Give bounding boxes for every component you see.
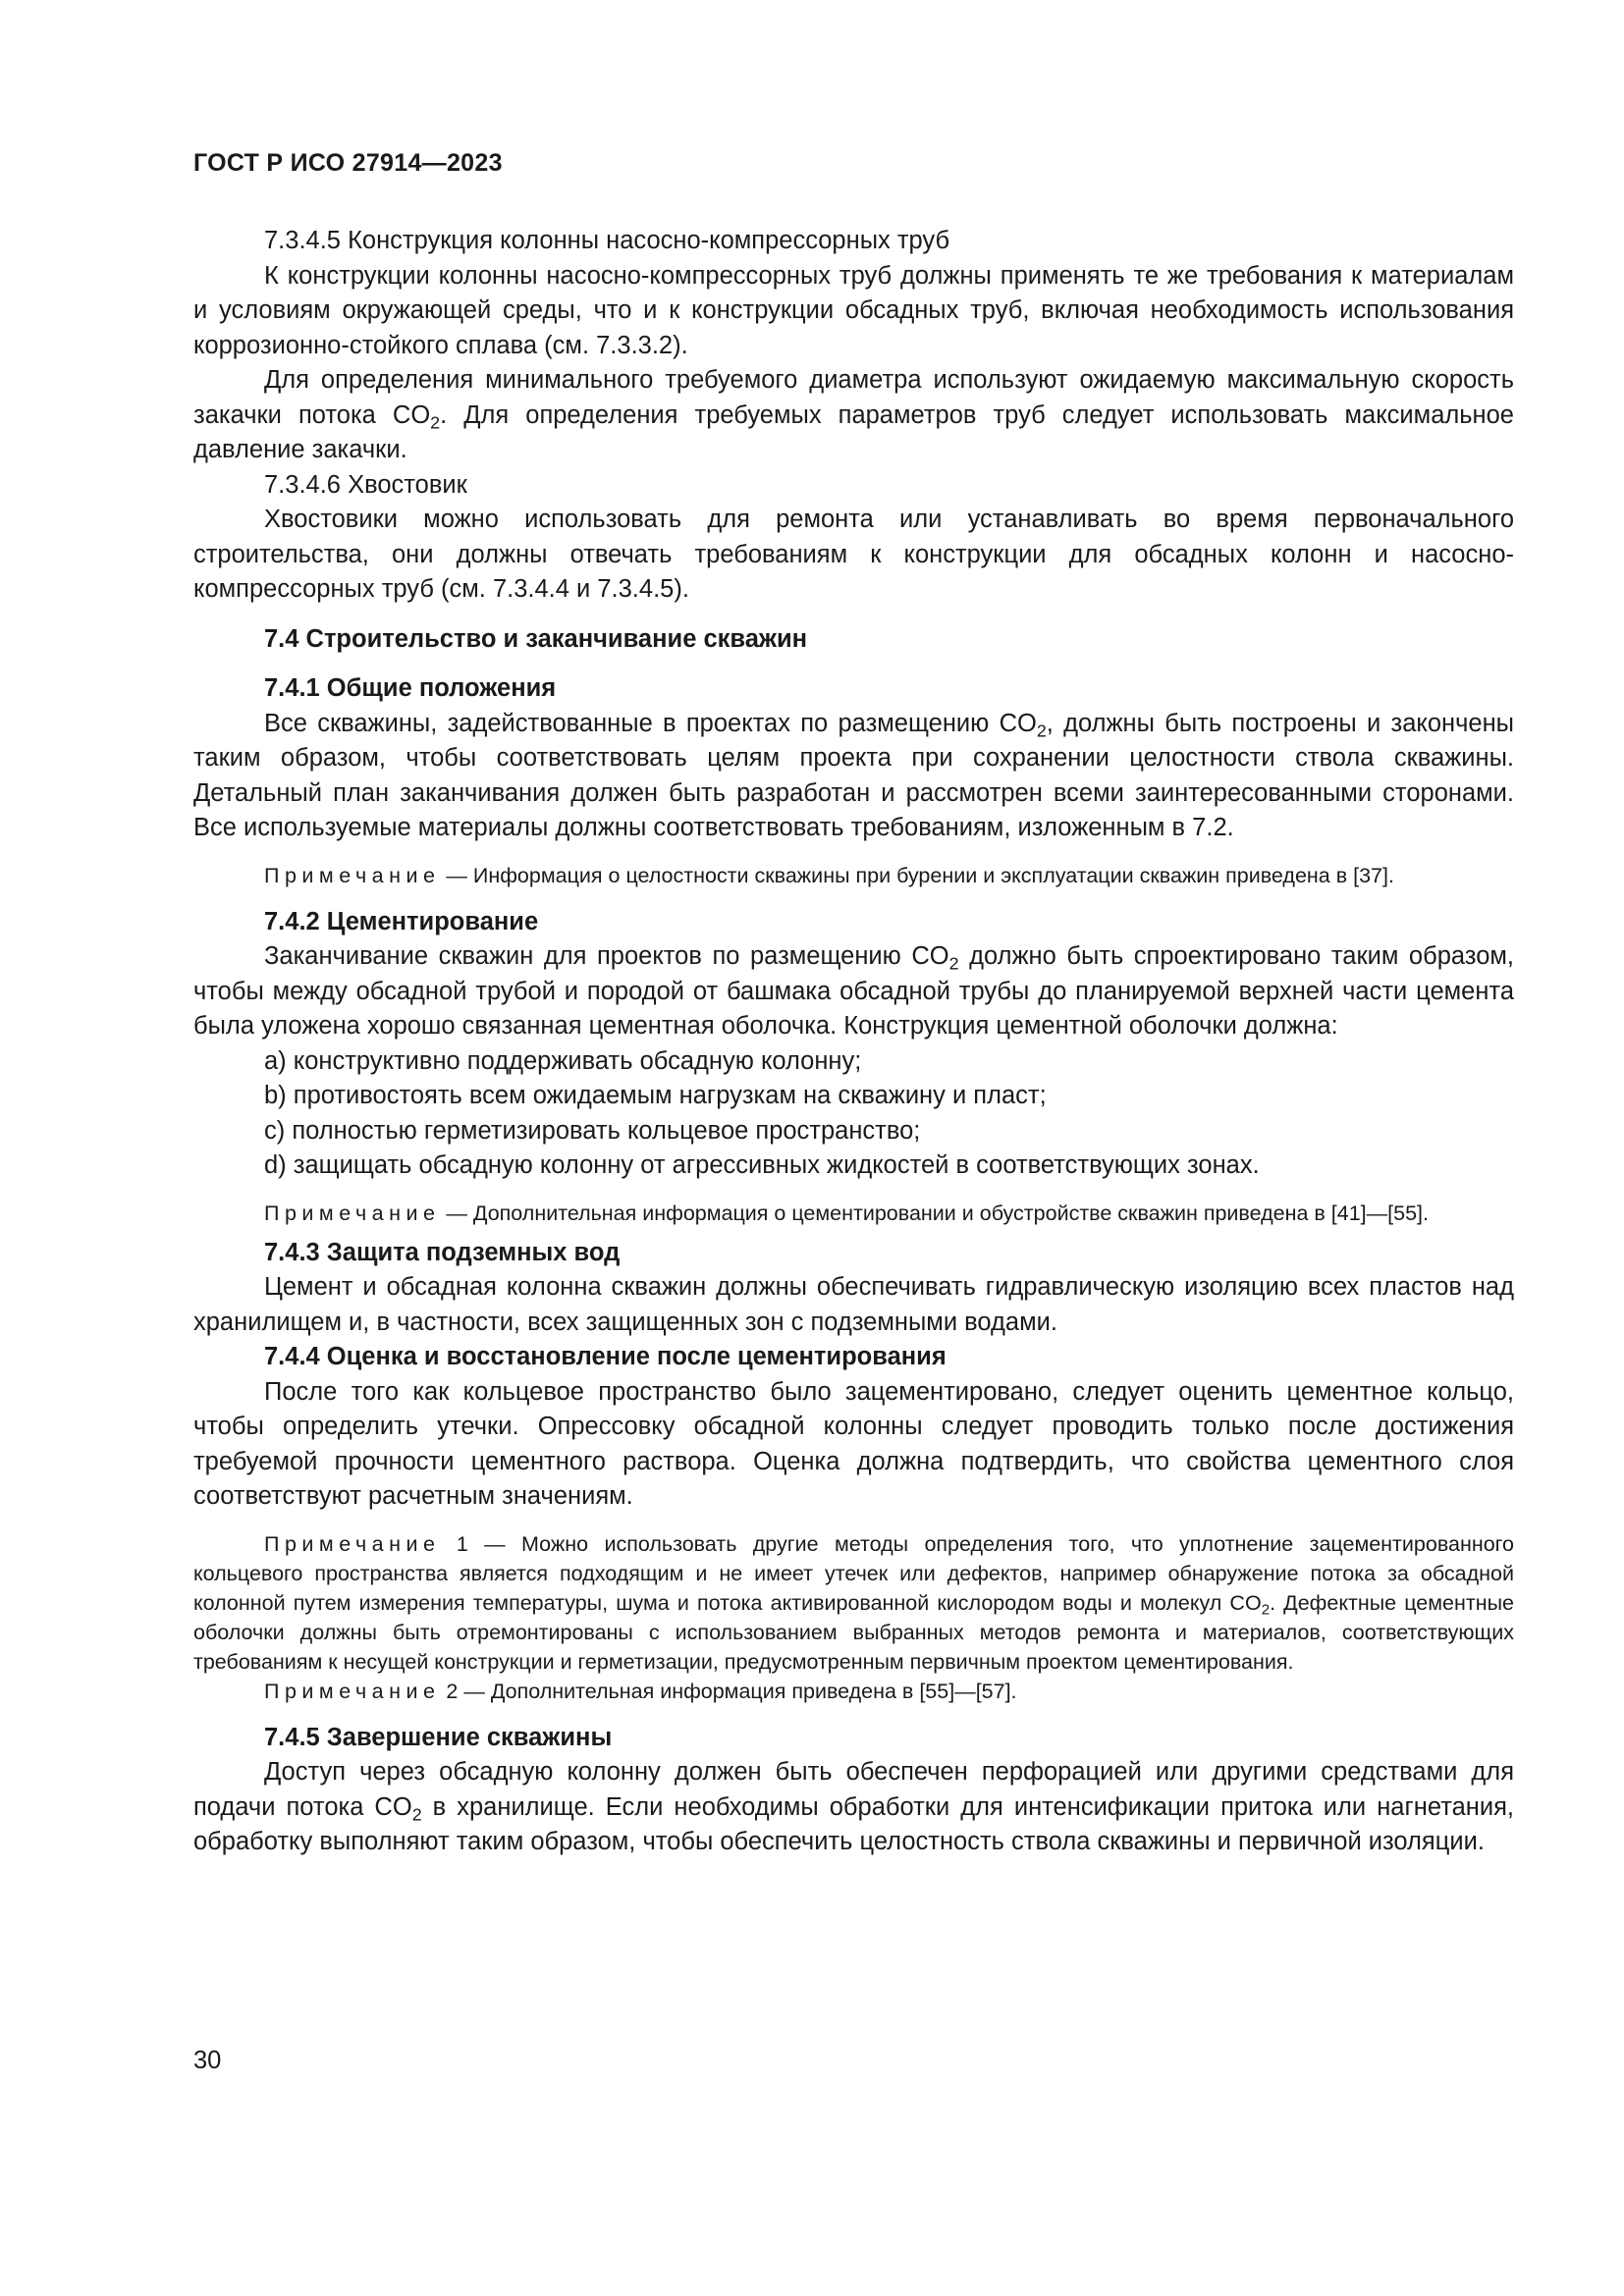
subsection-title-7-3-4-5: 7.3.4.5 Конструкция колонны насосно-компрессорных труб: [264, 227, 950, 254]
section-title-7-4: 7.4 Строительство и заканчивание скважин: [264, 624, 808, 653]
page-number: 30: [193, 2047, 222, 2074]
section-title-7-4-4: 7.4.4 Оценка и восстановление после цементирования: [264, 1343, 947, 1370]
note: Примечание 2 — Дополнительная информация приведена в [55]—[57].: [264, 1679, 1017, 1703]
paragraph: Хвостовики можно использовать для ремонта или устанавливать во время первоначального строительства, они должны отвечать требованиям к конструкции для обсадных колонн и насосно-компрессорных труб (см. 7.3.4.4 и 7.3.4.5).: [193, 506, 1514, 603]
note: Примечание — Информация о целостности скважины при бурении и эксплуатации скважин приведена в [37].: [264, 863, 1394, 887]
note: Примечание 1 — Можно использовать другие методы определения того, что уплотнение зацементированного кольцевого пространства является подходящим и не имеет утечек или дефектов, например обнаружение потока за обсадной колонной путем измерения температуры, шума и потока активированной кислородом воды и молекул $CO_2$. Дефектные цементные оболочки должны быть отремонтированы с использованием выбранных методов ремонта и материалов, соответствующих требованиям к несущей конструкции и герметизации, предусмотренным первичным проектом цементирования.: [193, 1531, 1514, 1674]
requirements-list: [193, 1044, 1514, 1184]
page-body: [193, 224, 1514, 1860]
note-label: Примечание: [264, 1201, 441, 1225]
paragraph: Все скважины, задействованные в проектах по размещению $CO_2$, должны быть построены и закончены таким образом, чтобы соответствовать целям проекта при сохранении целостности ствола скважины. Детальный план заканчивания должен быть разработан и рассмотрен всеми заинтересованными сторонами. Все используемые материалы должны соответствовать требованиям, изложенным в 7.2.: [193, 709, 1514, 841]
section-title-7-4-2: 7.4.2 Цементирование: [264, 907, 539, 935]
section-title-7-4-1: 7.4.1 Общие положения: [264, 674, 557, 702]
paragraph: Цемент и обсадная колонна скважин должны обеспечивать гидравлическую изоляцию всех пластов над хранилищем и, в частности, всех защищенных зон с подземными водами.: [193, 1273, 1514, 1336]
list-item: a) конструктивно поддерживать обсадную колонну;: [264, 1046, 862, 1075]
note: Примечание — Дополнительная информация о цементировании и обустройстве скважин приведена в [41]—[55].: [264, 1201, 1429, 1225]
paragraph: Для определения минимального требуемого диаметра используют ожидаемую максимальную скорость закачки потока $CO_2$. Для определения требуемых параметров труб следует использовать максимальное давление закачки.: [193, 366, 1514, 463]
list-item: d) защищать обсадную колонну от агрессивных жидкостей в соответствующих зонах.: [264, 1151, 1260, 1179]
paragraph: После того как кольцевое пространство было зацементировано, следует оценить цементное кольцо, чтобы определить утечки. Опрессовку обсадной колонны следует проводить только после достижения требуемой прочности цементного раствора. Оценка должна подтвердить, что свойства цементного слоя соответствуют расчетным значениям.: [193, 1377, 1514, 1510]
note-label: Примечание: [264, 1531, 441, 1556]
paragraph: Заканчивание скважин для проектов по размещению $CO_2$ должно быть спроектировано таким образом, чтобы между обсадной трубой и породой от башмака обсадной трубы до планируемой верхней части цемента была уложена хорошо связанная цементная оболочка. Конструкция цементной оболочки должна:: [193, 942, 1515, 1040]
note-label: Примечание: [264, 863, 441, 887]
paragraph: Доступ через обсадную колонну должен быть обеспечен перфорацией или другими средствами для подачи потока $CO_2$ в хранилище. Если необходимы обработки для интенсификации притока или нагнетания, обработку выполняют таким образом, чтобы обеспечить целостность ствола скважины и первичной изоляции.: [193, 1758, 1514, 1855]
section-title-7-4-3: 7.4.3 Защита подземных вод: [264, 1238, 621, 1266]
document-code-header: ГОСТ Р ИСО 27914—2023: [193, 149, 503, 177]
section-title-7-4-5: 7.4.5 Завершение скважины: [264, 1723, 613, 1751]
subsection-title-7-3-4-6: 7.3.4.6 Хвостовик: [264, 470, 467, 499]
list-item: b) противостоять всем ожидаемым нагрузкам на скважину и пласт;: [264, 1082, 1047, 1109]
note-label: Примечание: [264, 1679, 441, 1703]
paragraph: К конструкции колонны насосно-компрессорных труб должны применять те же требования к материалам и условиям окружающей среды, что и к конструкции обсадных труб, включая необходимость использования коррозионно-стойкого сплава (см. 7.3.3.2).: [193, 261, 1514, 359]
list-item: c) полностью герметизировать кольцевое пространство;: [264, 1116, 921, 1145]
